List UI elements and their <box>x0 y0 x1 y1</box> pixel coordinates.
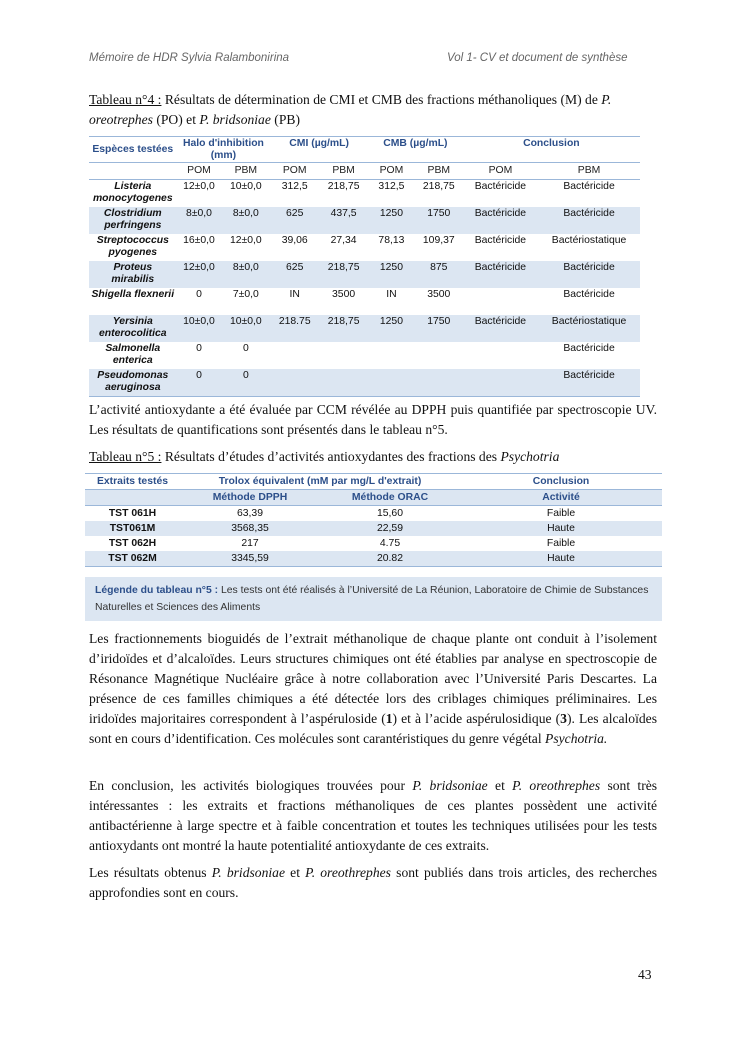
table4-cell: 1250 <box>368 207 415 234</box>
table4-cell: Bactériostatique <box>551 235 627 246</box>
table5-legend <box>85 577 662 621</box>
table4-cell: 218.75 <box>270 315 319 342</box>
table5-cell: Faible <box>546 508 576 519</box>
table5-extract: TST 061H <box>108 508 157 519</box>
table-row <box>89 234 640 261</box>
table4-cell: 39,06 <box>281 235 308 246</box>
table4-cell <box>368 342 415 369</box>
table-row <box>89 180 640 208</box>
table4-cell: 0 <box>221 369 270 397</box>
table4-cell <box>463 342 538 369</box>
table4-cell <box>368 369 415 397</box>
table5-cell: 3568,35 <box>180 521 320 536</box>
table4-cell: Bactéricide <box>563 343 615 354</box>
table5-subheader: Méthode DPPH <box>180 490 320 506</box>
table4-subheader-empty <box>89 163 177 180</box>
table4-cell: 16±0,0 <box>183 235 215 246</box>
para3-species-1: P. bridsoniae <box>412 778 488 793</box>
table4-cell: 625 <box>270 261 319 288</box>
table4-cell: 8±0,0 <box>177 207 222 234</box>
table5-subheader-empty <box>85 490 180 506</box>
table4-cell: Bactériostatique <box>538 315 640 342</box>
paragraph-antioxidant-intro: L’activité antioxydante a été évaluée par CCM révélée au DPPH puis quantifiée par spectroscopie UV. Les résultats de quantifications sont présentés dans le tableau n°5. <box>89 402 657 437</box>
table4-cell: 109,37 <box>422 235 455 246</box>
legend-label: Légende du tableau n°5 : <box>95 585 219 596</box>
table5-header-extracts: Extraits testés <box>85 474 180 490</box>
table4-cell: 437,5 <box>319 207 368 234</box>
table4-cell: 0 <box>196 343 202 354</box>
table-row <box>89 288 640 315</box>
table4-species: Clostridium perfringens <box>89 207 177 234</box>
table4-cell: 8±0,0 <box>221 207 270 234</box>
table4-header-cmi: CMI (µg/mL) <box>270 137 368 163</box>
para4-species-2: P. oreothrephes <box>305 865 391 880</box>
table4-species: Pseudomonas aeruginosa <box>89 369 177 397</box>
para3-text-c: sont très intéressantes : les extraits et fractions méthanoliques de ces plantes possèdent une activité antibactérienne à large spectre et à faible concentration et toutes les techniques utilisées pour les tests antioxydants ont montré la haute potentialité antioxydante de ces extraits. <box>89 778 658 853</box>
table4-species: Shigella flexnerii <box>91 289 175 300</box>
table4-cell: Bactéricide <box>538 207 640 234</box>
table4-header-halo: Halo d'inhibition (mm) <box>177 137 271 163</box>
table4-species: Yersinia enterocolitica <box>89 315 177 342</box>
table4-cell: 3500 <box>332 289 356 300</box>
table-row <box>89 207 640 234</box>
table4-cell: Bactéricide <box>563 181 615 192</box>
table4-cell <box>463 288 538 315</box>
table4-cell: IN <box>386 289 397 300</box>
table4-cell: Bactéricide <box>463 315 538 342</box>
table4-cell <box>463 369 538 397</box>
table4-cell: 312,5 <box>281 181 308 192</box>
table4-cell <box>415 369 463 397</box>
table4-title-a: Résultats de détermination de CMI et CMB des fractions méthanoliques (M) de <box>164 92 598 107</box>
table4-cell: 218,75 <box>319 315 368 342</box>
table5-caption <box>89 447 657 467</box>
table4-cell: 12±0,0 <box>183 181 215 192</box>
table4-cell <box>270 342 319 369</box>
table4 <box>89 136 640 397</box>
table5-header-conclusion: Conclusion <box>460 474 662 490</box>
para4-species-1: P. bridsoniae <box>211 865 285 880</box>
table5-cell: 3345,59 <box>180 551 320 567</box>
table4-title-c: (PB) <box>274 112 300 127</box>
paragraph-publications <box>89 863 657 903</box>
table4-cell: 3500 <box>427 289 451 300</box>
table4-cell: 218,75 <box>422 181 455 192</box>
table4-cell: 0 <box>242 343 249 354</box>
para2-compound-1: 1 <box>385 711 393 726</box>
table4-cell: 625 <box>270 207 319 234</box>
table4-cell: 8±0,0 <box>221 261 270 288</box>
table4-cell: 10±0,0 <box>177 315 222 342</box>
table5-cell: 63,39 <box>236 508 263 519</box>
table4-title-sp1: P. oreotrephes <box>89 92 612 127</box>
table4-subheader: POM <box>368 163 415 180</box>
table5-extract: TST 062M <box>85 551 180 567</box>
table4-cell: 1750 <box>415 315 463 342</box>
table5-title-sp: Psychotria <box>500 449 560 464</box>
table4-subheader: POM <box>177 163 222 180</box>
para3-species-2: P. oreothrephes <box>512 778 601 793</box>
header-right: Vol 1- CV et document de synthèse <box>447 52 628 64</box>
table4-subheader: PBM <box>415 163 463 180</box>
para3-text-a: En conclusion, les activités biologiques trouvées pour <box>89 778 405 793</box>
table4-cell: 27,34 <box>330 235 357 246</box>
para2-compound-3: 3 <box>560 711 567 726</box>
table5-cell: Haute <box>460 521 662 536</box>
table4-cell: Bactéricide <box>463 261 538 288</box>
table4-cell: 0 <box>196 289 202 300</box>
table4-species: Proteus mirabilis <box>89 261 177 288</box>
legend-text: Les tests ont été réalisés à l’Université de La Réunion, Laboratoire de Chimie de Substances Naturelles et Sciences des Aliments <box>95 585 649 613</box>
table4-cell: 12±0,0 <box>229 235 262 246</box>
table4-cell: 312,5 <box>378 181 405 192</box>
table4-subheader: PBM <box>319 163 368 180</box>
table4-cell <box>270 369 319 397</box>
table4-caption <box>89 90 657 130</box>
table4-cell: Bactéricide <box>538 369 640 397</box>
table4-subheader: POM <box>270 163 319 180</box>
table4-cell: Bactéricide <box>463 207 538 234</box>
table4-title-sp2: P. bridsoniae <box>199 112 271 127</box>
table4-subheader: PBM <box>538 163 640 180</box>
table-row <box>89 315 640 342</box>
table-row <box>85 551 662 567</box>
table5-cell: Faible <box>546 538 576 549</box>
table4-cell: 0 <box>177 369 222 397</box>
table5-cell: 217 <box>241 538 259 549</box>
table5-cell: 15,60 <box>376 508 403 519</box>
table4-subheader: PBM <box>221 163 270 180</box>
para2-text-c: ). Les alcaloïdes sont en cours d’identification. Ces molécules sont carantéristiques du genre végétal <box>89 711 658 746</box>
para4-text-c: sont publiés dans trois articles, des recherches approfondies sont en cours. <box>89 865 658 900</box>
table4-cell: Bactéricide <box>474 181 527 192</box>
table4-cell: 10±0,0 <box>229 181 262 192</box>
table4-subheader: POM <box>463 163 538 180</box>
table5-cell: 4.75 <box>379 538 401 549</box>
para4-text-b: et <box>290 865 300 880</box>
table5-title-a: Résultats d’études d’activités antioxydantes des fractions des <box>164 449 498 464</box>
para2-text-a: Les fractionnements bioguidés de l’extrait méthanolique de chaque plante ont conduit à l’isolement d’iridoïdes et d’alcaloïdes. Leurs structures chimiques ont été établies par analyse en spectroscopie de Résonance Magnétique Nucléaire grâce à notre collaboration avec l’Université Paris Descartes. La présence de ces familles chimiques a été détectée lors des criblages chimiques préliminaires. Les iridoïdes majoritaires correspondent à l’aspéruloside ( <box>89 631 657 726</box>
table5-cell: 22,59 <box>320 521 460 536</box>
table4-cell <box>319 369 368 397</box>
table4-cell: 218,75 <box>327 181 360 192</box>
table-row <box>89 369 640 397</box>
table4-cell: Bactéricide <box>538 261 640 288</box>
table5-extract: TST061M <box>85 521 180 536</box>
table4-cell: 1250 <box>368 261 415 288</box>
paragraph-conclusion <box>89 776 657 856</box>
table4-title-b: (PO) et <box>156 112 196 127</box>
paragraph-fractionation <box>89 629 657 749</box>
table4-cell: 7±0,0 <box>232 289 259 300</box>
table4-header-species: Espèces testées <box>89 137 177 163</box>
table5-cell: 20.82 <box>320 551 460 567</box>
table4-cell: 1750 <box>415 207 463 234</box>
table-row <box>85 536 662 551</box>
para2-text-b: ) et à l’acide aspérulosidique ( <box>392 711 561 726</box>
table5-label: Tableau n°5 : <box>89 449 162 464</box>
header-left: Mémoire de HDR Sylvia Ralambonirina <box>89 52 290 64</box>
table4-label: Tableau n°4 : <box>89 92 162 107</box>
table5-extract: TST 062H <box>108 538 157 549</box>
table4-cell: 218,75 <box>319 261 368 288</box>
table4-cell <box>319 342 368 369</box>
table4-cell: 10±0,0 <box>221 315 270 342</box>
table4-cell: 78,13 <box>378 235 405 246</box>
page-number: 43 <box>638 967 652 982</box>
table5-header-trolox: Trolox équivalent (mM par mg/L d'extrait) <box>180 474 460 490</box>
table4-species: Streptococcus pyogenes <box>96 235 169 258</box>
table-row <box>85 521 662 536</box>
table-row <box>89 261 640 288</box>
table4-header-conclusion: Conclusion <box>463 137 640 163</box>
table4-cell: Bactéricide <box>563 289 615 300</box>
table4-cell: 12±0,0 <box>177 261 222 288</box>
table4-cell: IN <box>289 289 300 300</box>
table4-cell: Bactéricide <box>474 235 527 246</box>
table5-subheader: Méthode ORAC <box>320 490 460 506</box>
table-row <box>85 506 662 522</box>
table5-cell: Haute <box>460 551 662 567</box>
para3-text-b: et <box>495 778 505 793</box>
para4-text-a: Les résultats obtenus <box>89 865 207 880</box>
table4-header-cmb: CMB (µg/mL) <box>368 137 463 163</box>
table-row <box>89 342 640 369</box>
table4-species: Listeria monocytogenes <box>92 181 173 204</box>
table4-cell: 875 <box>415 261 463 288</box>
table4-cell <box>415 342 463 369</box>
table5-subheader: Activité <box>460 490 662 506</box>
table4-species: Salmonella enterica <box>105 343 161 366</box>
para2-genus: Psychotria. <box>545 731 608 746</box>
table5 <box>85 473 662 567</box>
table4-cell: 1250 <box>368 315 415 342</box>
